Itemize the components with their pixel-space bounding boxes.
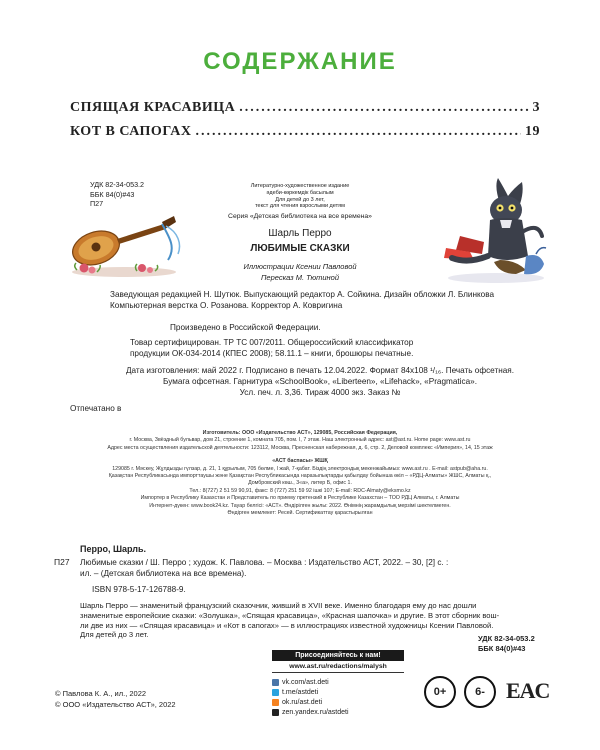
- genre-line: әдеби-көркемдік басылым: [266, 189, 334, 196]
- certification-block: [130, 337, 510, 359]
- rose-flower: [80, 264, 89, 273]
- lute-neck: [117, 224, 166, 244]
- vk-icon: [272, 679, 279, 686]
- udk-line: УДК 82-34-053.2: [90, 180, 145, 189]
- catalog-line: Любимые сказки / Ш. Перро ; худож. К. Павлова. – Москва : Издательство АСТ, 2022. – 30, [2] с. :: [80, 558, 449, 567]
- publisher-line: Өндірген мемлекет: Ресей. Сертификаттау қарастырылған: [227, 510, 373, 517]
- social-label: ok.ru/ast.deti: [282, 698, 323, 706]
- cat-paw: [522, 228, 542, 236]
- copyright-block: [55, 688, 176, 710]
- toc-entry-page: 3: [532, 100, 540, 115]
- toc-leader-dots: [239, 100, 528, 116]
- zen-icon: [272, 709, 279, 716]
- genre-line: Литературно-художественное издание: [250, 183, 350, 189]
- age-rating-0-badge: 0+: [424, 676, 456, 708]
- social-label: t.me/astdeti: [282, 688, 319, 696]
- lute-ribbon: [166, 226, 180, 254]
- cat-shoe: [494, 260, 526, 274]
- copyright-line: © ООО «Издательство АСТ», 2022: [55, 700, 176, 709]
- bbk-line: ББК 84(0)#43: [90, 189, 135, 199]
- bbk-line: ББК 84(0)#43: [478, 644, 526, 653]
- index-line: П27: [90, 199, 104, 208]
- print-info-line: Усл. печ. л. 3,36. Тираж 4000 экз. Заказ №: [239, 388, 401, 397]
- rose-flower: [147, 267, 153, 273]
- toc-entry[interactable]: [70, 100, 540, 116]
- lute-soundhole: [92, 243, 101, 252]
- certification-line: Товар сертифицирован. ТР ТС 007/2011. Общероссийский классификатор: [130, 338, 414, 347]
- publisher-line: Қазақстан Республикасында импорттаушы және Қазақстан Республикасында наразылықтарды қабылдау бойынша өкіл – «РДЦ-Алматы» ЖШС, Алматы қ.,: [108, 473, 492, 480]
- produced-line: Произведено в Российской Федерации.: [170, 323, 321, 332]
- ok-icon: [272, 699, 279, 706]
- retelling-line: Пересказ М. Тютиной: [260, 273, 339, 282]
- genre-line: Для детей до 3 лет,: [275, 196, 325, 203]
- toc-entry-title: СПЯЩАЯ КРАСАВИЦА: [70, 100, 236, 115]
- series-line: Серия «Детская библиотека на все времена»: [228, 213, 372, 220]
- certification-line: продукции ОК-034-2014 (КПЕС 2008); 58.11.1 – книги, брошюры печатные.: [130, 349, 414, 358]
- annotation-line: знаменитые европейские сказки: «Золушка», «Спящая красавица», «Красная шапочка» и другие. В этот сборник вош-: [80, 610, 500, 620]
- annotation-line: Для детей до 3 лет.: [80, 630, 149, 640]
- social-link-telegram[interactable]: [272, 687, 404, 697]
- cat-illustration: [440, 176, 552, 286]
- annotation-line: Шарль Перро — знаменитый французский сказочник, живший в XVII веке. Именно благодаря ему до нас дошли: [80, 601, 477, 610]
- genre-block: [200, 183, 400, 210]
- social-label: zen.yandex.ru/astdeti: [282, 708, 349, 716]
- join-banner: Присоединяйтесь к нам!: [272, 650, 404, 661]
- catalog-heading: Перро, Шарль.: [80, 544, 147, 554]
- publisher-line: Изготовитель: ООО «Издательство АСТ», 129085, Российская Федерация,: [202, 430, 398, 436]
- author-name: Шарль Перро: [268, 228, 332, 239]
- genre-line: текст для чтения взрослыми детям: [255, 203, 345, 210]
- publisher-line: Адрес места осуществления издательской деятельности: 123112, Москва, Пресненская набережная, д. 6, стр. 2, Деловой комплекс «Империя», 14, 15 этаж: [107, 444, 493, 451]
- social-link-zen[interactable]: [272, 707, 404, 717]
- udk-block: [90, 180, 144, 209]
- publisher-line: Тел.: 8(727) 2 51 59 90,91, факс: 8 (727) 251 59 92 ішкі 107; E-mail: RDC-Almaty@eksmo.kz: [189, 487, 411, 494]
- publisher-line: Импортер в Республику Казахстан и Представитель по приему претензий в Республике Казахстан – ТОО РДЦ Алматы, г. Алматы: [140, 495, 460, 502]
- publisher-line: 129085 г. Мәскеу, Жұлдызды гүлзар, д. 21, 1 құрылым, 705 бөлме, I жай, 7-қабат. Біздің электрондық мекенжайымыз: www.ast.ru . E-mail: astpub@aha.ru.: [112, 465, 488, 472]
- editors-line: Заведующая редакцией Н. Шутюк. Выпускающий редактор А. Сойкина. Дизайн обложки Л. Блинкова: [110, 290, 495, 299]
- social-link-vk[interactable]: [272, 677, 404, 687]
- publisher-block: [60, 430, 540, 517]
- illustrator-line: Иллюстрации Ксении Павловой: [243, 262, 357, 271]
- print-info-line: Бумага офсетная. Гарнитура «SchoolBook», «Liberteen», «Lifehack», «Pragmatica».: [163, 377, 477, 386]
- cat-pupil: [511, 207, 514, 210]
- editors-line: Компьютерная верстка О. Розанова. Корректор А. Ковригина: [110, 301, 343, 310]
- toc-entry-title: КОТ В САПОГАХ: [70, 124, 192, 139]
- print-info-block: [110, 365, 530, 398]
- sack: [524, 255, 544, 274]
- toc-entry-page: 19: [525, 124, 540, 139]
- catalog-code: П27: [54, 557, 70, 567]
- rose-flower: [138, 264, 146, 272]
- sack-tie: [536, 248, 546, 254]
- lute-illustration: [62, 210, 187, 278]
- age-restriction-6-badge: 6-: [464, 676, 496, 708]
- book-title: ЛЮБИМЫЕ СКАЗКИ: [250, 243, 350, 254]
- cat-collar: [500, 220, 512, 228]
- cat-shadow: [448, 273, 544, 283]
- editors-block: [110, 289, 530, 311]
- rose-flower: [89, 267, 96, 274]
- publisher-line: «АСТ баспасы» ЖШҚ: [272, 458, 328, 465]
- printed-in-line: Отпечатано в: [70, 404, 122, 413]
- catalog-description: [80, 557, 550, 579]
- isbn-line: ISBN 978-5-17-126788-9.: [92, 585, 186, 594]
- telegram-icon: [272, 689, 279, 696]
- udk-line: УДК 82-34-053.2: [478, 634, 535, 643]
- join-link[interactable]: www.ast.ru/redactions/malysh: [272, 661, 404, 673]
- social-link-ok[interactable]: [272, 697, 404, 707]
- publisher-line: Домбровский көш., 3«а», литер Б, офис 1.: [248, 480, 352, 487]
- join-block: [272, 650, 404, 717]
- toc-leader-dots: [195, 124, 521, 140]
- catalog-line: ил. – (Детская библиотека на все времена).: [80, 569, 247, 578]
- publisher-line: Интернет-дүкен: www.book24.kz. Тауар белгісі: «АСТ». Өндірілген жылы: 2022. Өнімнің жарамдылық мерзімі шектелмеген.: [149, 502, 451, 509]
- print-info-line: Дата изготовления: май 2022 г. Подписано в печать 12.04.2022. Формат 84х108 ¹/₁₆. Печать офсетная.: [126, 366, 514, 375]
- udk-bottom-block: [478, 634, 535, 654]
- social-label: vk.com/ast.deti: [282, 678, 329, 686]
- annotation-line: ли две из них — «Спящая красавица» и «Кот в сапогах» — в иллюстрациях известной художницы Ксении Павловой.: [80, 620, 494, 630]
- toc-entry[interactable]: [70, 124, 540, 140]
- cat-pupil: [499, 207, 502, 210]
- eac-mark: EAC: [506, 678, 550, 703]
- copyright-line: © Павлова К. А., ил., 2022: [55, 689, 147, 698]
- page-title: СОДЕРЖАНИЕ: [203, 48, 397, 75]
- publisher-line: г. Москва, Звёздный бульвар, дом 21, строение 1, комната 705, пом. I, 7 этаж. Наш электронный адрес: ast@ast.ru. Home page: www.ast.ru: [129, 437, 471, 444]
